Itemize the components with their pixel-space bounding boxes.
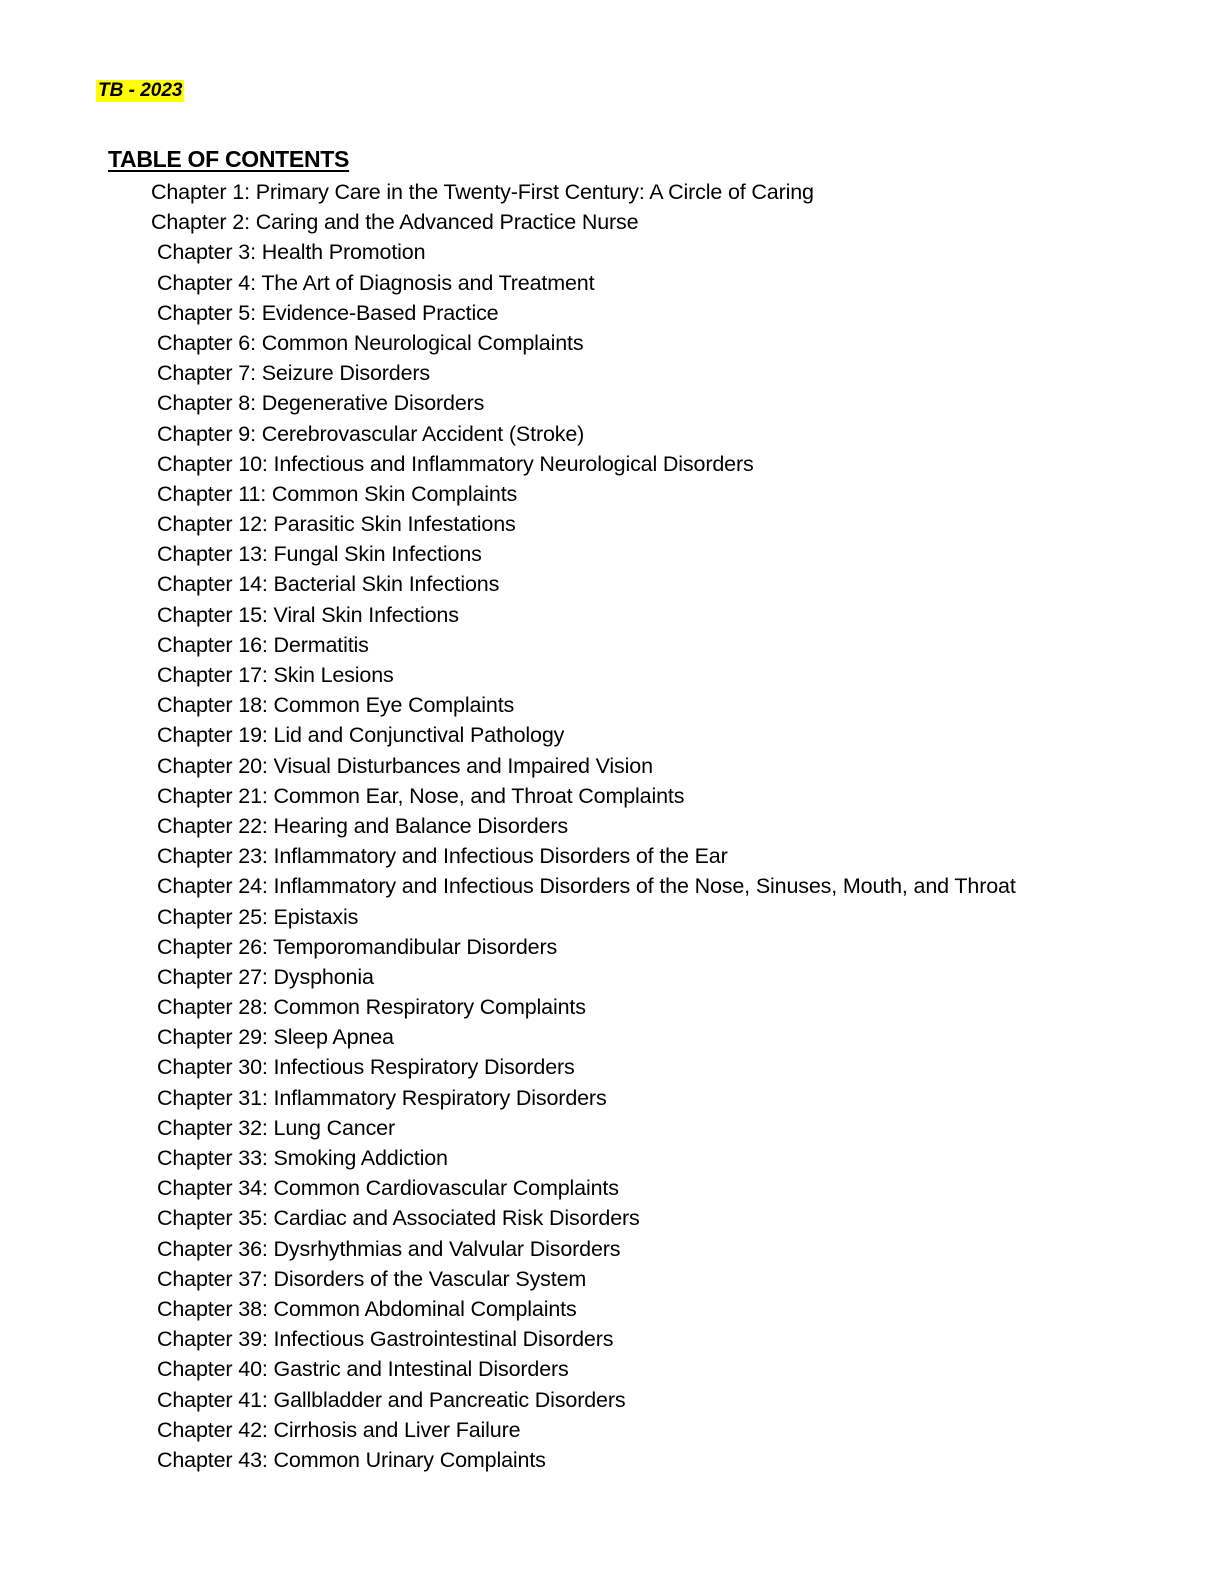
toc-chapter-item: Chapter 33: Smoking Addiction <box>157 1146 448 1170</box>
toc-chapter-item: Chapter 35: Cardiac and Associated Risk Disorders <box>157 1206 640 1231</box>
toc-chapter-item: Chapter 9: Cerebrovascular Accident (Stroke) <box>157 421 585 446</box>
toc-chapter-item: Chapter 41: Gallbladder and Pancreatic Disorders <box>157 1387 626 1412</box>
toc-chapter-item: Chapter 19: Lid and Conjunctival Pathology <box>157 723 565 748</box>
toc-chapter-item: Chapter 4: The Art of Diagnosis and Treatment <box>157 270 595 295</box>
toc-chapter-item: Chapter 43: Common Urinary Complaints <box>157 1447 546 1472</box>
toc-chapter-item: Chapter 2: Caring and the Advanced Practice Nurse <box>151 210 639 235</box>
toc-chapter-item: Chapter 10: Infectious and Inflammatory Neurological Disorders <box>157 451 754 476</box>
toc-chapter-item: Chapter 42: Cirrhosis and Liver Failure <box>157 1417 521 1442</box>
toc-chapter-item: Chapter 16: Dermatitis <box>157 632 369 657</box>
toc-chapter-item: Chapter 13: Fungal Skin Infections <box>157 542 482 567</box>
toc-chapter-item: Chapter 29: Sleep Apnea <box>157 1025 394 1050</box>
toc-chapter-item: Chapter 8: Degenerative Disorders <box>157 391 485 416</box>
toc-chapter-item: Chapter 21: Common Ear, Nose, and Throat Complaints <box>157 783 685 808</box>
toc-chapter-item: Chapter 26: Temporomandibular Disorders <box>157 934 558 959</box>
toc-chapter-item: Chapter 39: Infectious Gastrointestinal Disorders <box>157 1327 614 1352</box>
toc-chapter-item: Chapter 36: Dysrhythmias and Valvular Disorders <box>157 1236 621 1261</box>
toc-title: TABLE OF CONTENTS <box>108 146 350 172</box>
toc-chapter-item: Chapter 37: Disorders of the Vascular System <box>157 1266 587 1291</box>
toc-chapter-item: Chapter 15: Viral Skin Infections <box>157 602 459 627</box>
toc-chapter-item: Chapter 12: Parasitic Skin Infestations <box>157 512 516 537</box>
toc-chapter-item: Chapter 28: Common Respiratory Complaints <box>157 995 586 1020</box>
toc-chapter-item: Chapter 30: Infectious Respiratory Disorders <box>157 1055 575 1080</box>
toc-chapter-item: Chapter 40: Gastric and Intestinal Disorders <box>157 1357 569 1382</box>
toc-chapter-item: Chapter 11: Common Skin Complaints <box>157 481 518 506</box>
toc-chapter-item: Chapter 20: Visual Disturbances and Impaired Vision <box>157 753 653 778</box>
toc-chapter-item: Chapter 32: Lung Cancer <box>157 1115 395 1140</box>
toc-chapter-item: Chapter 27: Dysphonia <box>157 964 374 989</box>
toc-chapter-item: Chapter 7: Seizure Disorders <box>157 361 431 386</box>
toc-chapter-item: Chapter 14: Bacterial Skin Infections <box>157 572 500 597</box>
toc-chapter-item: Chapter 23: Inflammatory and Infectious Disorders of the Ear <box>157 844 728 869</box>
toc-chapter-item: Chapter 1: Primary Care in the Twenty-First Century: A Circle of Caring <box>151 180 814 204</box>
toc-chapter-item: Chapter 24: Inflammatory and Infectious Disorders of the Nose, Sinuses, Mouth, and Throat <box>157 874 1016 899</box>
toc-chapter-item: Chapter 25: Epistaxis <box>157 904 359 929</box>
toc-chapter-item: Chapter 22: Hearing and Balance Disorders <box>157 813 568 838</box>
toc-chapter-item: Chapter 31: Inflammatory Respiratory Disorders <box>157 1085 607 1110</box>
toc-chapter-item: Chapter 34: Common Cardiovascular Complaints <box>157 1176 619 1201</box>
toc-chapter-item: Chapter 17: Skin Lesions <box>157 663 394 687</box>
toc-chapter-item: Chapter 6: Common Neurological Complaints <box>157 330 584 355</box>
toc-chapter-item: Chapter 3: Health Promotion <box>157 240 426 265</box>
toc-chapter-item: Chapter 18: Common Eye Complaints <box>157 693 515 718</box>
document-tag: TB - 2023 <box>98 80 183 101</box>
toc-chapter-item: Chapter 5: Evidence-Based Practice <box>157 300 499 325</box>
toc-chapter-item: Chapter 38: Common Abdominal Complaints <box>157 1296 577 1321</box>
toc-list <box>0 177 1224 1475</box>
